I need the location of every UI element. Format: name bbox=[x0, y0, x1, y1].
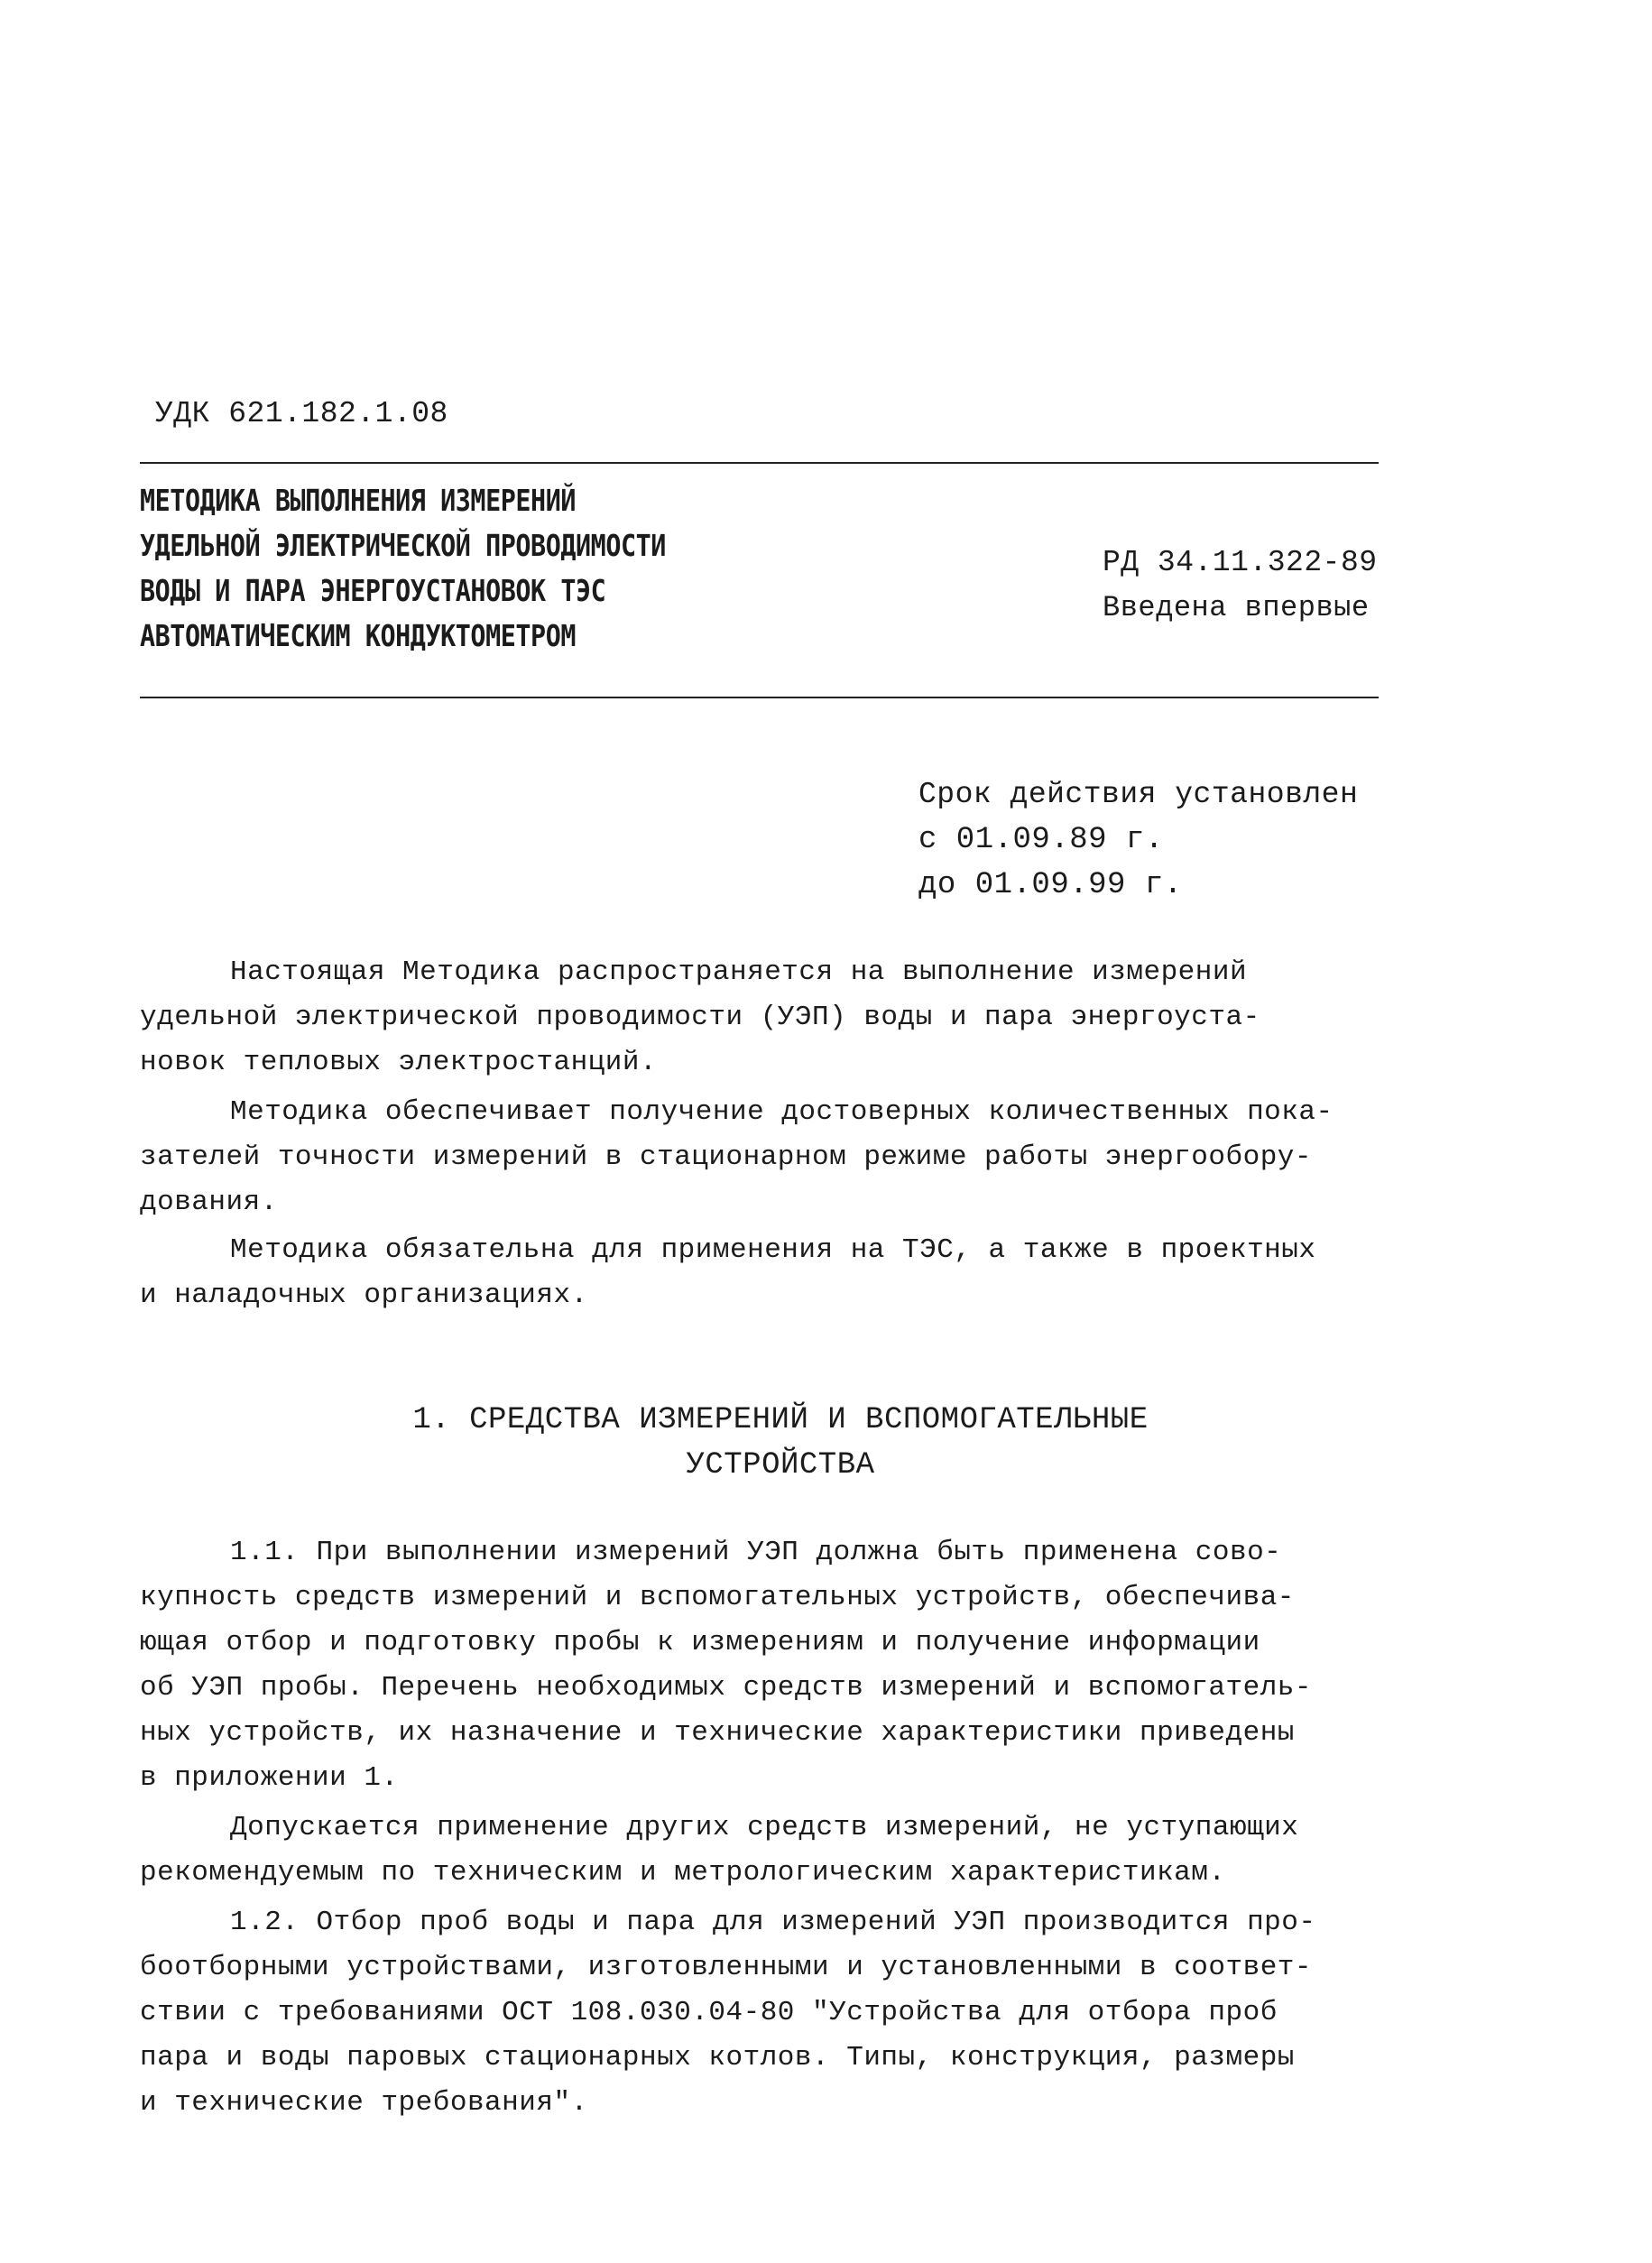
text-line: купность средств измерений и вспомогательных устройств, обеспечива- bbox=[140, 1582, 1295, 1613]
text-line: пара и воды паровых стационарных котлов. Типы, конструкция, размеры bbox=[140, 2042, 1295, 2074]
title-line: МЕТОДИКА ВЫПОЛНЕНИЯ ИЗМЕРЕНИЙ bbox=[140, 483, 577, 518]
text-line: ствии с требованиями ОСТ 108.030.04-80 "Устройства для отбора проб bbox=[140, 1997, 1278, 2028]
text-line: ющая отбор и подготовку пробы к измерениям и получение информации bbox=[140, 1627, 1260, 1658]
text-line: удельной электрической проводимости (УЭП) воды и пара энергоуста- bbox=[140, 1002, 1260, 1033]
text-line: 1.1. При выполнении измерений УЭП должна быть применена сово- bbox=[230, 1537, 1282, 1568]
document-code: РД 34.11.322-89 bbox=[1103, 546, 1378, 579]
title-bottom-rule bbox=[140, 697, 1379, 698]
text-line: боотборными устройствами, изготовленными и установленными в соответ- bbox=[140, 1952, 1313, 1983]
document-title bbox=[140, 483, 952, 663]
text-line: Методика обеспечивает получение достоверных количественных пока- bbox=[230, 1096, 1334, 1128]
text-line: Методика обязательна для применения на ТЭС, а также в проектных bbox=[230, 1234, 1316, 1266]
title-top-rule bbox=[140, 462, 1379, 464]
validity-period bbox=[918, 778, 1388, 913]
intro-text bbox=[140, 956, 1421, 1317]
text-line: ных устройств, их назначение и технические характеристики приведены bbox=[140, 1717, 1295, 1749]
section-heading-line: УСТРОЙСТВА bbox=[686, 1448, 875, 1482]
text-line: новок тепловых электростанций. bbox=[140, 1047, 658, 1078]
section-heading bbox=[140, 1403, 1421, 1493]
title-line: ВОДЫ И ПАРА ЭНЕРГОУСТАНОВОК ТЭС bbox=[140, 573, 606, 608]
title-line: АВТОМАТИЧЕСКИМ КОНДУКТОМЕТРОМ bbox=[140, 618, 577, 653]
text-line: зателей точности измерений в стационарном режиме работы энергообору- bbox=[140, 1141, 1313, 1173]
section-heading-line: 1. СРЕДСТВА ИЗМЕРЕНИЙ И ВСПОМОГАТЕЛЬНЫЕ bbox=[412, 1403, 1149, 1437]
document-status: Введена впервые bbox=[1103, 591, 1370, 624]
title-line: УДЕЛЬНОЙ ЭЛЕКТРИЧЕСКОЙ ПРОВОДИМОСТИ bbox=[140, 528, 666, 563]
validity-label: Срок действия установлен bbox=[918, 778, 1359, 811]
text-line: и наладочных организациях. bbox=[140, 1279, 588, 1311]
text-line: дования. bbox=[140, 1187, 278, 1218]
text-line: рекомендуемым по техническим и метрологическим характеристикам. bbox=[140, 1857, 1226, 1889]
text-line: 1.2. Отбор проб воды и пара для измерений УЭП производится про- bbox=[230, 1907, 1316, 1938]
text-line: Настоящая Методика распространяется на выполнение измерений bbox=[230, 956, 1248, 988]
udk-code: УДК 621.182.1.08 bbox=[155, 397, 448, 430]
text-line: и технические требования". bbox=[140, 2087, 588, 2119]
text-line: в приложении 1. bbox=[140, 1762, 399, 1794]
validity-to: до 01.09.99 г. bbox=[918, 868, 1183, 902]
text-line: Допускается применение других средств измерений, не уступающих bbox=[230, 1812, 1299, 1843]
text-line: об УЭП пробы. Перечень необходимых средств измерений и вспомогатель- bbox=[140, 1672, 1313, 1704]
validity-from: с 01.09.89 г. bbox=[918, 823, 1164, 857]
section-body bbox=[140, 1537, 1421, 2132]
